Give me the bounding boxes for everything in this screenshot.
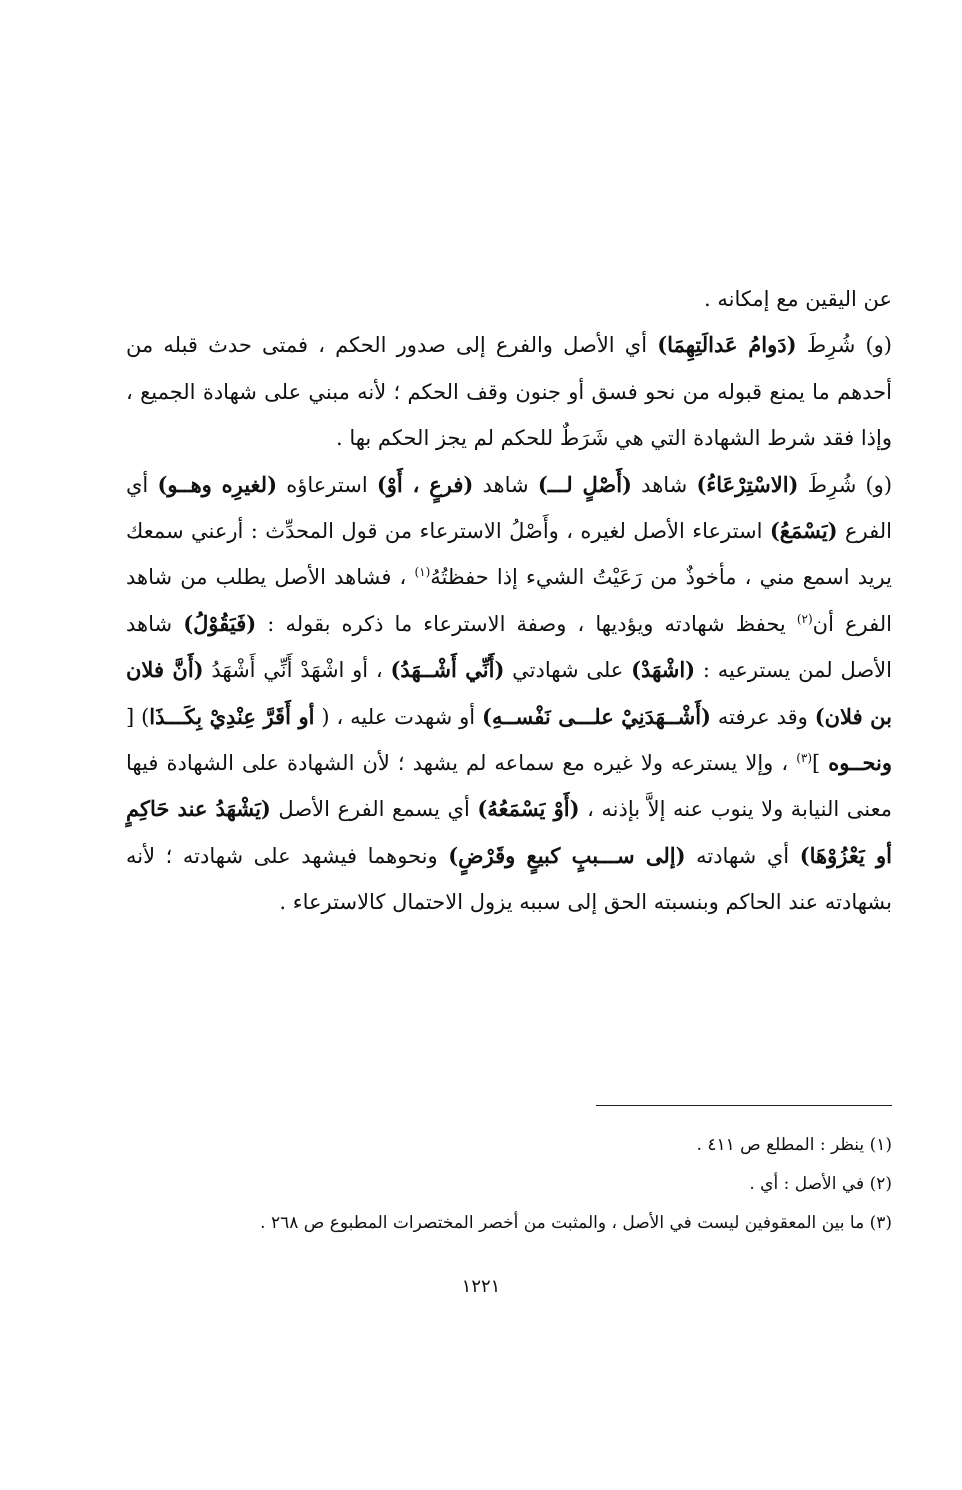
- footnote-1: (١) ينظر : المطلع ص ٤١١ .: [696, 1135, 892, 1155]
- matn-text: (أَنِّي أَشْــهَدُ): [390, 657, 505, 683]
- footnote-ref-3[interactable]: (٣): [796, 751, 813, 766]
- matn-text: (فرعٍ ، أَوْ): [376, 471, 474, 497]
- matn-text: (دَوامُ عَدالَتِهِمَا): [657, 332, 797, 358]
- footnote-ref-2[interactable]: (٢): [796, 611, 813, 626]
- main-text: [126, 276, 892, 926]
- matn-text: (أَشْــهَدَنِيْ علـــى نَفْســهِ): [482, 703, 711, 729]
- footnote-2: (٢) في الأصل : أي .: [749, 1174, 892, 1194]
- matn-text: (إلى ســـببٍ كبيعٍ وقَرْضٍ): [448, 842, 686, 868]
- paragraph-continuation: عن اليقين مع إمكانه .: [703, 287, 892, 311]
- matn-text: (لغيرِه وهــو): [157, 471, 278, 497]
- footnote-3: (٣) ما بين المعقوفين ليست في الأصل ، والمثبت من أخصر المختصرات المطبوع ص ٢٦٨ .: [260, 1213, 892, 1233]
- matn-text: (اشْهَدْ): [631, 657, 696, 683]
- paragraph-istira-condition: (و) شُرِطَ (الاسْتِرْعَاءُ) شاهد (أَصْلٍ لـــ) شاهد (فرعٍ ، أَوْ) استرعاؤه (لغيرِه وهــو) أي الفرع (يَسْمَعُ) استرعاء الأصل لغيره ، وأَصْلُ الاسترعاء من قول المحدِّث : أرعني سمعك يريد اسمع مني ، مأخوذٌ من رَعَيْتُ الشيء إذا حفظتُهُ$^{(١)}$ ، فشاهد الأصل يطلب من شاهد الفرع أن$^{(٢)}$ يحفظ شهادته ويؤديها ، وصفة الاسترعاء ما ذكره بقوله : (فَيَقُوْلُ) شاهد الأصل لمن يسترعيه : (اشْهَدْ) على شهادتي (أَنِّي أَشْــهَدُ) ، أو اشْهَدْ أَنِّي أَشْهَدُ (أَنَّ فلان بن فلان) وقد عرفته (أَشْــهَدَنِيْ علـــى نَفْســهِ) أو شهدت عليه ، ( أو أَقَرَّ عِنْدِيْ بِكَـــذَا) [ ونحــوه ]$^{(٣)}$ ، وإلا يسترعه ولا غيره مع سماعه لم يشهد ؛ لأن الشهادة على الشهادة فيها معنى النيابة ولا ينوب عنه إلاَّ بإذنه ، (أَوْ يَسْمَعُهُ) أي يسمع الفرع الأصل (يَشْهَدُ عند حَاكِمٍ أو يَعْزُوْهَا) أي شهادته (إلى ســـببٍ كبيعٍ وقَرْضٍ) ونحوهما فيشهد على شهادته ؛ لأنه بشهادته عند الحاكم وبنسبته الحق إلى سببه يزول الاحتمال كالاسترعاء .: [126, 471, 893, 915]
- footnote-ref-1[interactable]: (١): [414, 565, 431, 580]
- matn-text: (الاسْتِرْعَاءُ): [696, 471, 799, 497]
- matn-text: (أَوْ يَسْمَعُهُ): [477, 796, 580, 822]
- matn-text: (فَيَقُوْلُ): [183, 610, 257, 636]
- paragraph-justice-condition: (و) شُرِطَ (دَوامُ عَدالَتِهِمَا) أي الأصل والفرع إلى صدور الحكم ، فمتى حدث قبله من أحدهم ما يمنع قبوله من نحو فسق أو جنون وقف الحكم ؛ لأنه مبني على شهادة الجميع ، وإذا فقد شرط الشهادة التي هي شَرَطٌ للحكم لم يجز الحكم بها .: [126, 332, 892, 451]
- page-number: ١٢٢١: [461, 1276, 501, 1297]
- matn-text: (يَشْهَدُ عند حَاكِمٍ أو يَعْزُوْهَا): [126, 796, 892, 868]
- matn-text: ونحــوه: [828, 750, 892, 776]
- matn-text: (أَنَّ فلان بن فلان): [126, 657, 892, 729]
- footnotes: [200, 1126, 892, 1243]
- footnote-divider: [596, 1105, 892, 1106]
- matn-text: (أَصْلٍ لـــ): [537, 471, 632, 497]
- matn-text: أو أَقَرَّ عِنْدِيْ بِكَـــذَا: [149, 703, 315, 729]
- matn-text: (يَسْمَعُ): [769, 518, 838, 544]
